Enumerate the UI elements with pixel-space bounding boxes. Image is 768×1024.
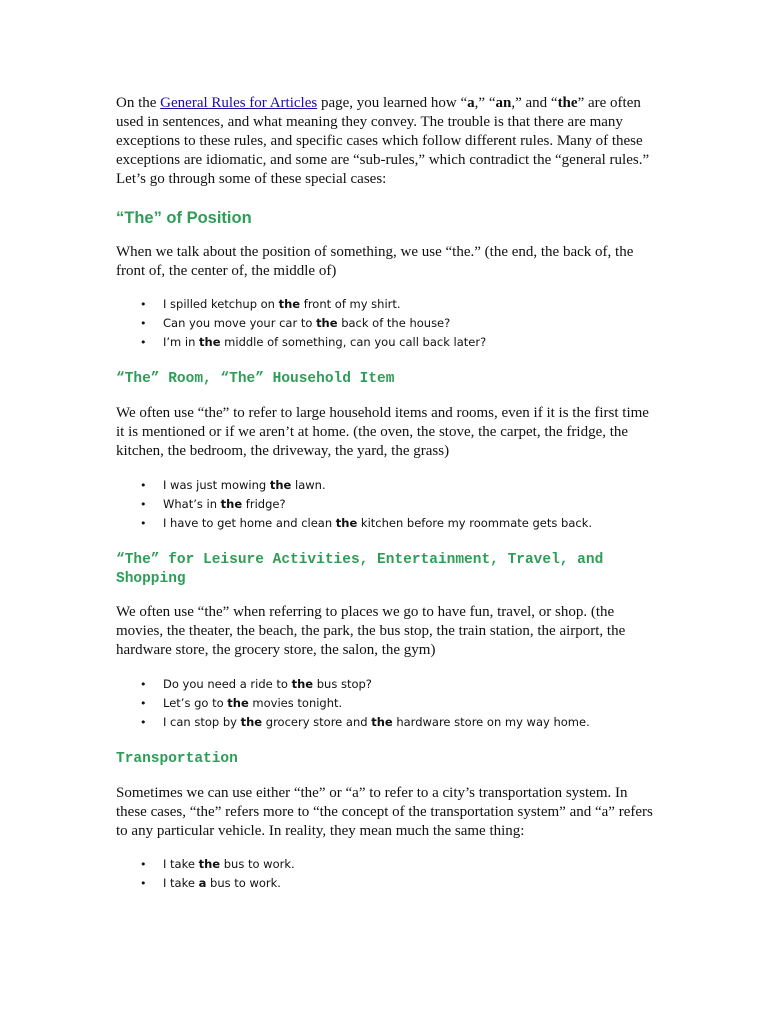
article-an: an [495,95,512,111]
list-item: • I can stop by the grocery store and the hardware store on my way home. [116,713,656,732]
list-item: • I’m in the middle of something, can you call back later? [116,333,656,352]
section-paragraph: When we talk about the position of something, we use “the.” (the end, the back of, the front of, the center of, the middle of) [116,244,634,279]
list-item: • Let’s go to the movies tonight. [116,694,656,713]
example-list [116,476,656,533]
intro-text: ,” “ [474,95,496,111]
heading-room-household-item: “The” Room, “The” Household Item [116,371,395,387]
section-paragraph: We often use “the” when referring to places we go to have fun, travel, or shop. (the movies, the theater, the beach, the park, the bus stop, the train station, the airport, the hardware store, the grocery store, the salon, the gym) [116,604,626,658]
document-page [116,94,656,893]
heading-transportation: Transportation [116,751,238,767]
general-rules-link[interactable]: General Rules for Articles [160,95,318,111]
list-item: • I have to get home and clean the kitchen before my roommate gets back. [116,514,656,533]
intro-text: page, you learned how “ [317,95,468,111]
intro-text: ” are often used in sentences, and what meaning they convey. The trouble is that there are many exceptions to these rules, and specific cases which follow different rules. Many of these exceptions are idiomatic, and some are “sub-rules,” which contradict the “general rules.” Let’s go through some of these special cases: [116,95,650,187]
article-the: the [557,95,578,111]
list-item: • Do you need a ride to the bus stop? [116,675,656,694]
example-list [116,855,656,893]
list-item: • Can you move your car to the back of the house? [116,314,656,333]
list-item: • I spilled ketchup on the front of my shirt. [116,295,656,314]
section-paragraph: We often use “the” to refer to large household items and rooms, even if it is the first time it is mentioned or if we aren’t at home. (the oven, the stove, the carpet, the fridge, the kitchen, the bedroom, the driveway, the yard, the grass) [116,405,649,459]
article-a: a [467,95,475,111]
intro-paragraph [116,94,656,189]
list-item: • I was just mowing the lawn. [116,476,656,495]
list-item: • What’s in the fridge? [116,495,656,514]
example-list [116,295,656,352]
intro-text: On the [116,95,161,111]
intro-text: ,” and “ [511,95,558,111]
example-list [116,675,656,732]
section-paragraph: Sometimes we can use either “the” or “a” to refer to a city’s transportation system. In these cases, “the” refers more to “the concept of the transportation system” and “a” refers to any particular vehicle. In reality, they mean much the same thing: [116,785,653,839]
heading-the-of-position: “The” of Position [116,209,252,227]
list-item: • I take a bus to work. [116,874,656,893]
heading-leisure-activities: “The” for Leisure Activities, Entertainment, Travel, and Shopping [116,552,612,587]
list-item: • I take the bus to work. [116,855,656,874]
